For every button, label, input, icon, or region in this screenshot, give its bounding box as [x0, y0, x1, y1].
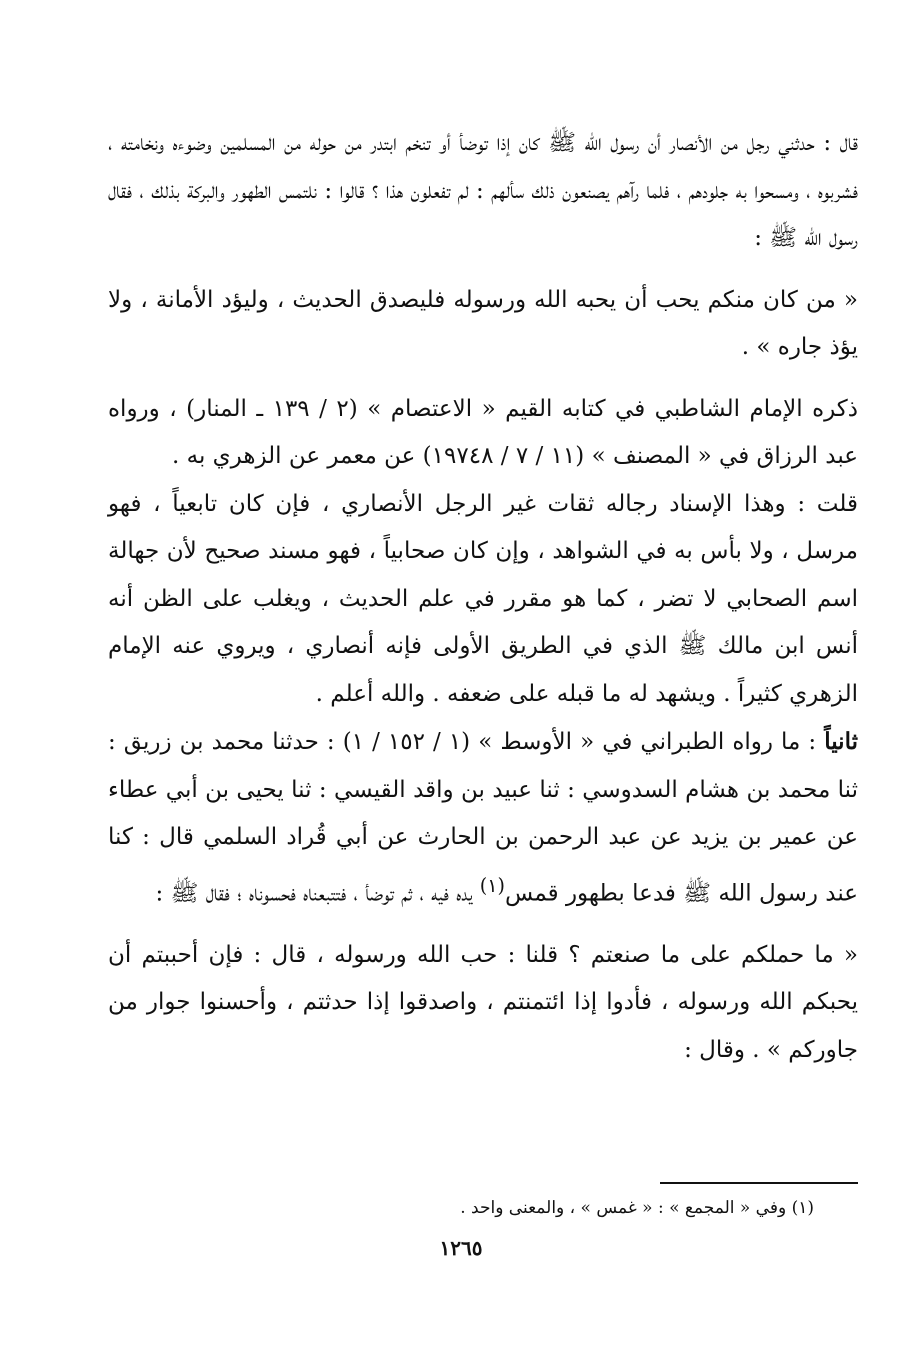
- paragraph-hadith-quote: « من كان منكم يحب أن يحبه الله ورسوله فليصدق الحديث ، وليؤد الأمانة ، ولا يؤذ جاره » .: [108, 286, 858, 360]
- section-label: ثانياً: [824, 728, 858, 755]
- footnote: (١) وفي « المجمع » : « غمس » ، والمعنى واحد .: [460, 1198, 814, 1218]
- paragraph-gap: [108, 372, 858, 386]
- paragraph-hadith-narration: قال : حدثني رجل من الأنصار أن رسول الله ﷺ كان إذا توضأ أو تنخم ابتدر من حوله من المسلمين وضوءه ونخامته ، فشربوه ، ومسحوا به جلودهم ، فلما رآهم يصنعون ذلك سألهم : لم تفعلون هذا ؟ قالوا : نلتمس الطهور والبركة بذلك ، فقال رسول الله ﷺ :: [108, 130, 859, 251]
- paragraph-source-citation: ذكره الإمام الشاطبي في كتابه القيم « الاعتصام » (٢ / ١٣٩ ـ المنار) ، ورواه عبد الرزاق في « المصنف » (١١ / ٧ / ١٩٧٤٨) عن معمر عن الزهري به .: [108, 395, 858, 469]
- paragraph-isnad-comment: قلت : وهذا الإسناد رجاله ثقات غير الرجل الأنصاري ، فإن كان تابعياً ، فهو مرسل ، ولا بأس به في الشواهد ، وإن كان صحابياً ، فهو مسند صحيح لأن جهالة اسم الصحابي لا تضر ، كما هو مقرر في علم الحديث ، ويغلب على الظن أنه أنس ابن مالك ﷺ الذي في الطريق الأولى فإنه أنصاري ، ويروي عنه الإمام الزهري كثيراً . ويشهد له ما قبله على ضعفه . والله أعلم .: [108, 490, 858, 707]
- footnote-divider: [660, 1182, 858, 1184]
- second-narration-text-a: : ما رواه الطبراني في « الأوسط » (١ / ١٥٢ / ١) : حدثنا محمد بن زريق : ثنا محمد بن هشام السدوسي : ثنا عبيد بن واقد القيسي : ثنا يحيى بن أبي عطاء عن عمير بن يزيد عن عبد الرحمن بن الحارث عن أبي قُراد السلمي قال : كنا عند رسول الله ﷺ فدعا بطهور قمس: [108, 729, 858, 907]
- paragraph-gap: [108, 263, 858, 277]
- second-narration-text-b: يده فيه ، ثم توضأ ، فتتبعناه فحسوناه ؛ فقال ﷺ :: [155, 880, 480, 907]
- paragraph-gap: [108, 918, 858, 932]
- paragraph-second-hadith-quote: « ما حملكم على ما صنعتم ؟ قلنا : حب الله ورسوله ، قال : فإن أحببتم أن يحبكم الله ورسوله ، فأدوا إذا ائتمنتم ، واصدقوا إذا حدثتم ، وأحسنوا جوار من جاوركم » . وقال :: [108, 941, 858, 1063]
- page-number: ١٢٦٥: [439, 1236, 483, 1260]
- footnote-marker: (١): [479, 873, 506, 897]
- main-text: [108, 120, 858, 1074]
- paragraph-second-narration: [108, 718, 858, 918]
